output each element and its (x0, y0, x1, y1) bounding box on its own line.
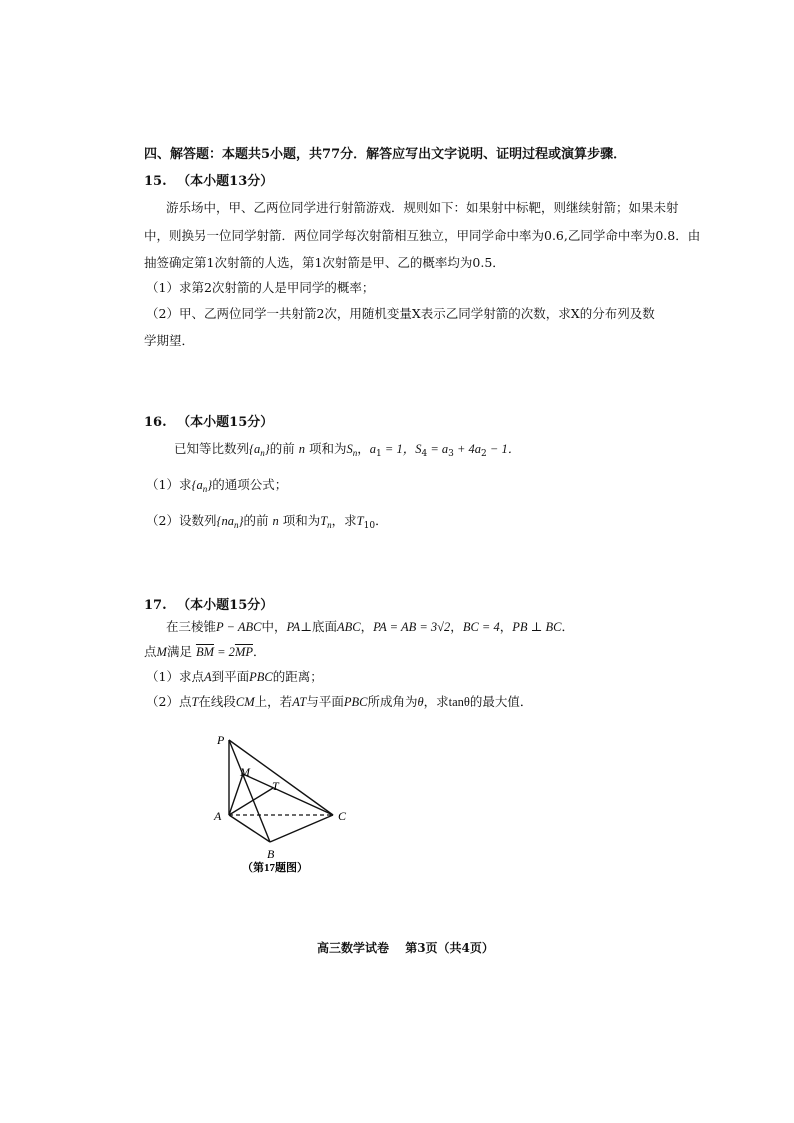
page-footer (317, 939, 494, 956)
figure-caption: （第17题图） (242, 862, 308, 874)
paragraph-line: 抽签确定第1次射箭的人选，第1次射箭是甲、乙的概率均为0.5． (144, 255, 505, 270)
question-points: （本小题15分） (177, 598, 274, 613)
footer-page: 第3页（共4页） (405, 941, 494, 955)
label-T: T (272, 779, 279, 793)
vector-BM: $\overline{BM}$ (195, 645, 214, 659)
question-number: 17. （本小题15分） (144, 598, 274, 613)
vector-MP: $\overline{MP}$ (234, 645, 253, 659)
sub-question: （2）甲、乙两位同学一共射箭2次，用随机变量X表示乙同学射箭的次数，求X的分布列及数 (146, 306, 655, 321)
figure-pyramid (200, 728, 370, 874)
question-stem: 在三棱锥P − ABC中，PA⊥底面ABC，PA = AB = 3√2，BC = 4，PB ⊥ BC． (166, 619, 575, 634)
sub-question: （1）求点A到平面PBC的距离； (146, 669, 323, 684)
label-A: A (214, 809, 222, 823)
segment-AT (229, 788, 273, 815)
question-points: （本小题15分） (177, 415, 274, 430)
footer-subject: 高三数学试卷 (317, 941, 390, 955)
question-stem: 已知等比数列$\{a_n\}$的前 n 项和为$S_n$，$a_1 = 1$，$S_4 = a_3 + 4a_2 - 1$． (174, 441, 521, 459)
paragraph-line: 点M满足 $\overline{BM} = 2\overline{MP}$． (144, 644, 266, 659)
label-M: M (240, 765, 250, 779)
question-number: 15. （本小题13分） (144, 174, 274, 189)
label-B: B (267, 847, 275, 861)
sub-question: （2）设数列$\{na_n\}$的前 n 项和为$T_n$，求$T_{10}$． (146, 513, 388, 531)
section-heading: 四、解答题：本题共5小题，共77分．解答应写出文字说明、证明过程或演算步骤． (144, 147, 627, 162)
edge-BC (270, 815, 333, 842)
sub-question: （2）点T在线段CM上，若AT与平面PBC所成角为θ，求tanθ的最大值． (146, 694, 533, 709)
paragraph-line: 游乐场中，甲、乙两位同学进行射箭游戏．规则如下：如果射中标靶，则继续射箭；如果未射 (166, 200, 679, 215)
sub-question: （1）求第2次射箭的人是甲同学的概率； (146, 280, 375, 295)
sub-question: （1）求$\{a_n\}$的通项公式； (146, 477, 288, 494)
question-points: （本小题13分） (177, 174, 274, 189)
label-C: C (338, 809, 347, 823)
segment-AM (229, 774, 243, 815)
question-number: 16. （本小题15分） (144, 415, 274, 430)
paragraph-line: 中，则换另一位同学射箭．两位同学每次射箭相互独立，甲同学命中率为0.6,乙同学命中率为0.8．由 (144, 228, 701, 243)
label-P: P (217, 733, 225, 747)
paragraph-line: 学期望． (144, 333, 195, 348)
